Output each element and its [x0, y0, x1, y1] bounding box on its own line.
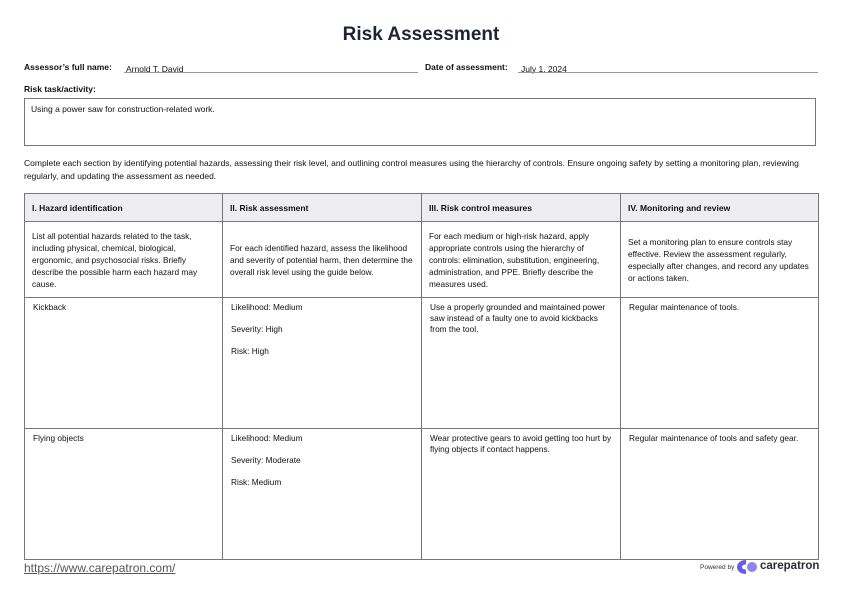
- header-risk-control-measures: III. Risk control measures: [422, 194, 621, 222]
- monitoring-cell[interactable]: Regular maintenance of tools and safety gear.: [621, 429, 819, 560]
- date-label: Date of assessment:: [425, 62, 508, 72]
- assessor-name-field[interactable]: Arnold T. David: [126, 64, 184, 74]
- control-measure-cell[interactable]: Use a properly grounded and maintained power saw instead of a faulty one to avoid kickbacks from the tool.: [422, 298, 621, 429]
- desc-risk-control-measures: For each medium or high-risk hazard, apply appropriate controls using the hierarchy of controls: elimination, substitution, engineering, administration, and PPE. Briefly describe the measures used.: [422, 222, 621, 298]
- table-row: [25, 298, 819, 429]
- date-field[interactable]: July 1, 2024: [521, 64, 567, 74]
- desc-risk-assessment: For each identified hazard, assess the likelihood and severity of potential harm, then determine the overall risk level using the guide below.: [223, 222, 422, 298]
- task-field[interactable]: Using a power saw for construction-related work.: [24, 98, 816, 146]
- header-hazard-identification: I. Hazard identification: [25, 194, 223, 222]
- hazard-cell[interactable]: Flying objects: [25, 429, 223, 560]
- control-measure-cell[interactable]: Wear protective gears to avoid getting too hurt by flying objects if contact happens.: [422, 429, 621, 560]
- risk-table: [24, 193, 819, 560]
- monitoring-cell[interactable]: Regular maintenance of tools.: [621, 298, 819, 429]
- assessor-label: Assessor’s full name:: [24, 62, 112, 72]
- risk-assessment-cell[interactable]: [223, 429, 422, 560]
- header-risk-assessment: II. Risk assessment: [223, 194, 422, 222]
- table-header-row: [25, 194, 819, 222]
- date-underline: [518, 72, 818, 73]
- header-monitoring-review: IV. Monitoring and review: [621, 194, 819, 222]
- table-description-row: [25, 222, 819, 298]
- risk-text: Risk: High: [231, 346, 269, 356]
- carepatron-brand-name: carepatron: [760, 560, 820, 572]
- risk-text: Risk: Medium: [231, 477, 282, 487]
- desc-hazard-identification: List all potential hazards related to the task, including physical, chemical, biological, ergonomic, and psychosocial risks. Briefly describe the possible harm each hazard may cause.: [25, 222, 223, 298]
- risk-assessment-cell[interactable]: [223, 298, 422, 429]
- severity-text: Severity: High: [231, 324, 283, 334]
- page-title: Risk Assessment: [342, 24, 500, 45]
- carepatron-logo-icon: [736, 559, 758, 575]
- powered-by-label: Powered by: [700, 564, 735, 571]
- desc-monitoring-review: Set a monitoring plan to ensure controls stay effective. Review the assessment regularly, especially after changes, and record any updates or actions taken.: [621, 222, 819, 298]
- carepatron-website-link[interactable]: https://www.carepatron.com/: [24, 561, 176, 575]
- table-row: [25, 429, 819, 560]
- likelihood-text: Likelihood: Medium: [231, 433, 303, 443]
- task-label: Risk task/activity:: [24, 84, 96, 94]
- assessor-underline: [124, 72, 418, 73]
- instructions-text: Complete each section by identifying potential hazards, assessing their risk level, and outlining control measures using the hierarchy of controls. Ensure ongoing safety by setting a monitoring plan, reviewing regularly, and updating the assessment as needed.: [24, 158, 799, 181]
- hazard-cell[interactable]: Kickback: [25, 298, 223, 429]
- likelihood-text: Likelihood: Medium: [231, 302, 303, 312]
- severity-text: Severity: Moderate: [231, 455, 301, 465]
